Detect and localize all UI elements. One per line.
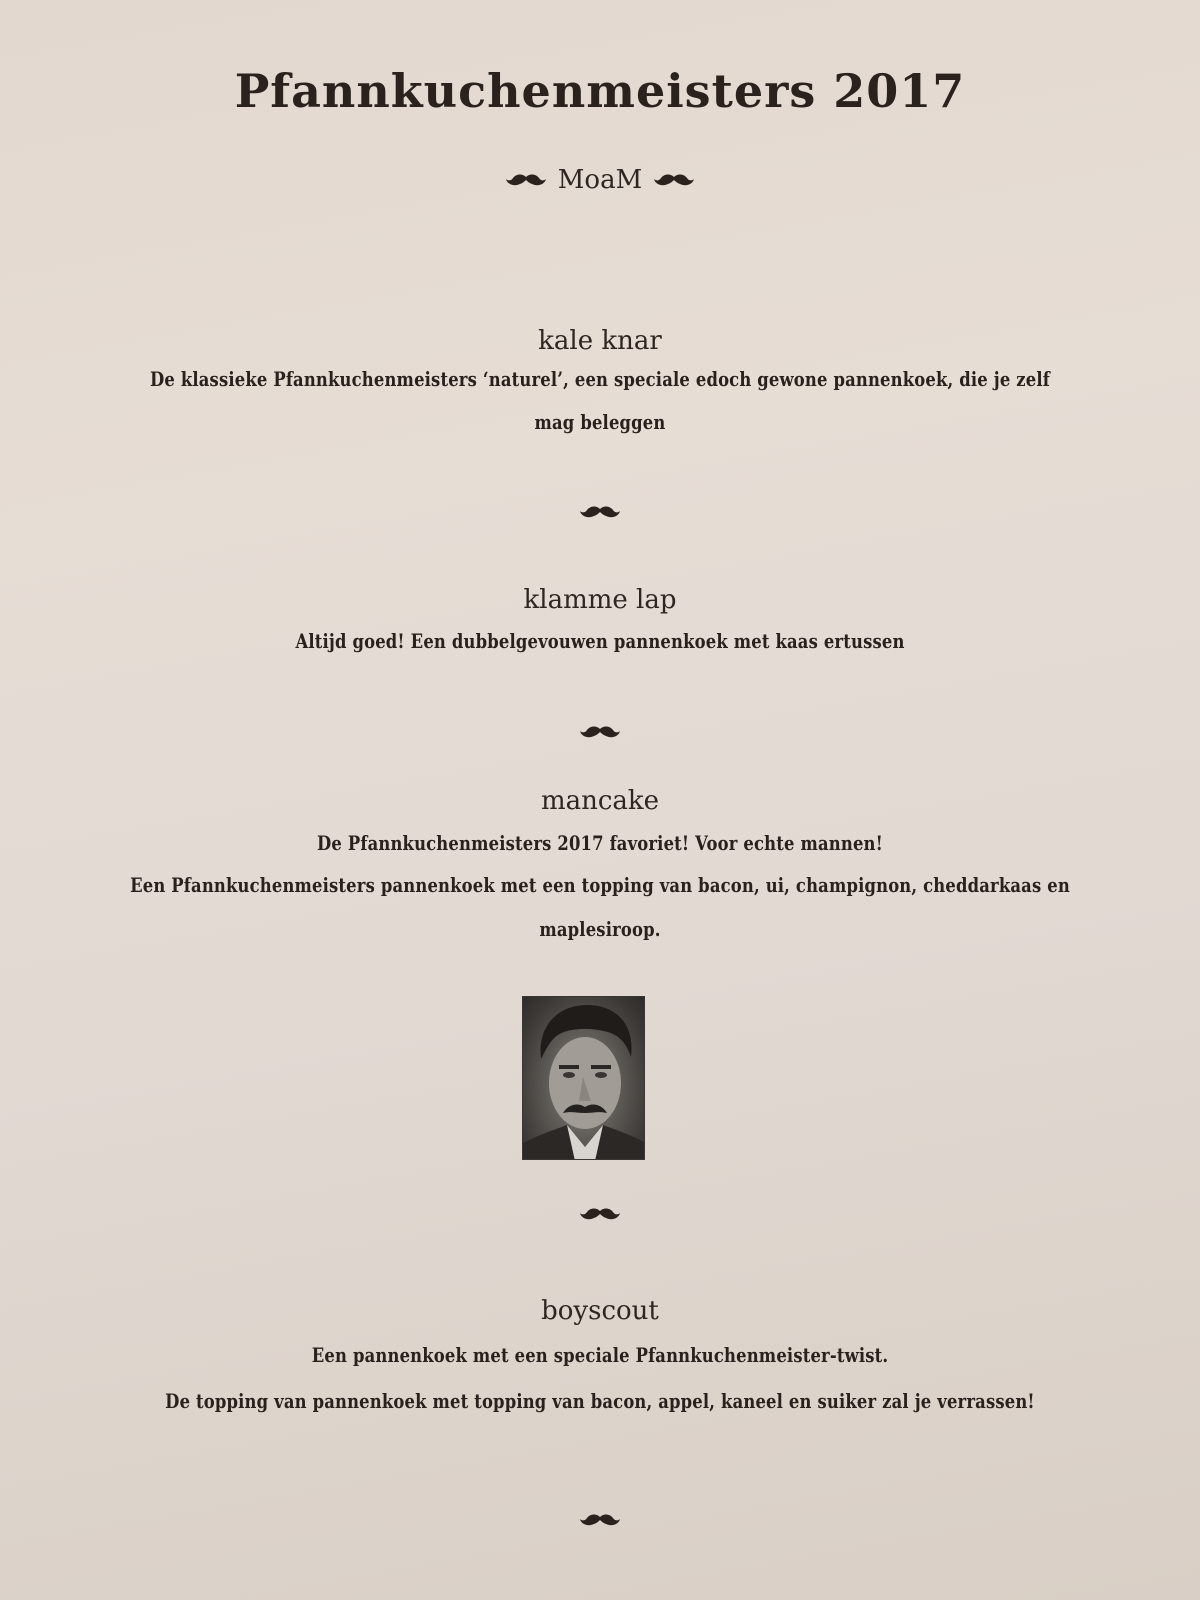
mustache-icon [580,1513,620,1527]
mustache-icon [580,725,620,739]
menu-item-description-line: De klassieke Pfannkuchenmeisters ‘naturel’, een speciale edoch gewone pannenkoek, die je zelf [149,367,1051,391]
mustache-icon [580,505,620,519]
divider [0,1513,1200,1527]
menu-item-description-line: De Pfannkuchenmeisters 2017 favoriet! Voor echte mannen! [316,831,883,855]
menu-item-name: boyscout [541,1296,659,1326]
menu-item-description-line: Altijd goed! Een dubbelgevouwen pannenkoek met kaas ertussen [295,629,905,653]
menu-item-description-line: Een pannenkoek met een speciale Pfannkuchenmeister-twist. [311,1343,889,1367]
menu-item-name: mancake [540,786,660,816]
subtitle: MoaM [557,165,643,195]
divider [0,505,1200,519]
menu-item-name: klamme lap [523,585,677,615]
menu-item-description-line: maplesiroop. [539,917,661,941]
portrait-photo [522,996,645,1160]
menu-item-name: kale knar [538,326,662,356]
mustache-icon [506,173,546,187]
mustache-icon [654,173,694,187]
divider [0,1207,1200,1221]
mustache-icon [580,1207,620,1221]
menu-item-description-line: Een Pfannkuchenmeisters pannenkoek met een topping van bacon, ui, champignon, cheddarkaas en [130,873,1070,897]
page-title: Pfannkuchenmeisters 2017 [234,64,966,118]
menu-item-description-line: De topping van pannenkoek met topping van bacon, appel, kaneel en suiker zal je verrassen! [165,1389,1035,1413]
subtitle-row [0,160,1200,200]
menu-item-description-line: mag beleggen [534,410,666,434]
divider [0,725,1200,739]
